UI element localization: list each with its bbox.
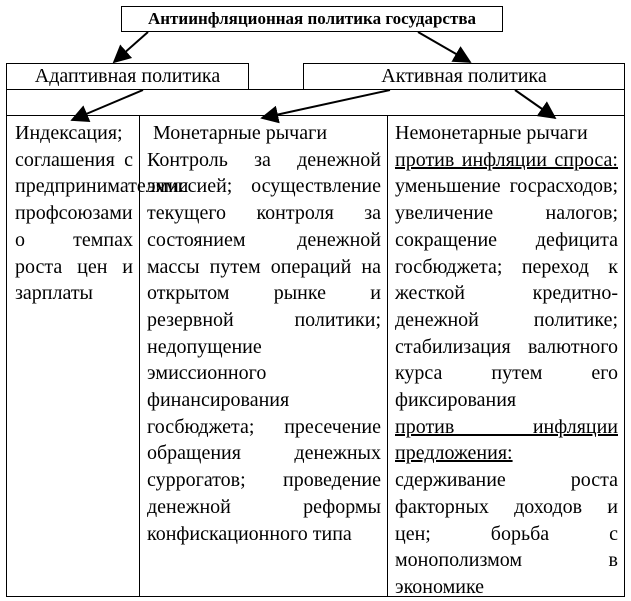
monetary-heading: Монетарные рычаги [153, 122, 328, 144]
indexation-column [7, 116, 189, 596]
monetary-text: Контроль за денежной эмиссией; осуществление текущего контроля за состоянием денежной массы путем операций на открытом рынке и резервной политики; недопущение эмиссионного финансирования госбюджета; пресечение обращения денежных суррогатов; проведение денежной реформы конфискационного типа [147, 148, 381, 545]
supply-inflation-label: против инфляции предложения: [395, 415, 618, 465]
arrow-title-to-adaptive [114, 32, 148, 62]
monetary-column [140, 116, 388, 596]
indexation-text: Индексация; соглашения с предпринимателями профсоюзами о темпах роста цен и зарплаты [15, 122, 189, 305]
demand-inflation-measures: уменьшение госрасходов; увеличение налогов; сокращение дефицита госбюджета; переход к жесткой кредитно-денежной политике; стабилизация валютного курса путем его фиксирования [395, 175, 618, 412]
connector-band [6, 89, 625, 116]
nonmonetary-column [388, 116, 624, 596]
arrow-title-to-active [418, 32, 470, 62]
adaptive-policy-box: Адаптивная политика [6, 63, 249, 90]
demand-inflation-label: против инфляции спроса: [395, 148, 618, 171]
nonmonetary-heading: Немонетарные рычаги [395, 122, 588, 144]
diagram-title: Антиинфляционная политика государства [121, 6, 503, 32]
policy-instruments-table [6, 115, 625, 597]
supply-inflation-measures: сдерживание роста факторных доходов и цен; борьба с монополизмом в экономике [395, 469, 618, 598]
active-policy-box: Активная политика [303, 63, 625, 90]
